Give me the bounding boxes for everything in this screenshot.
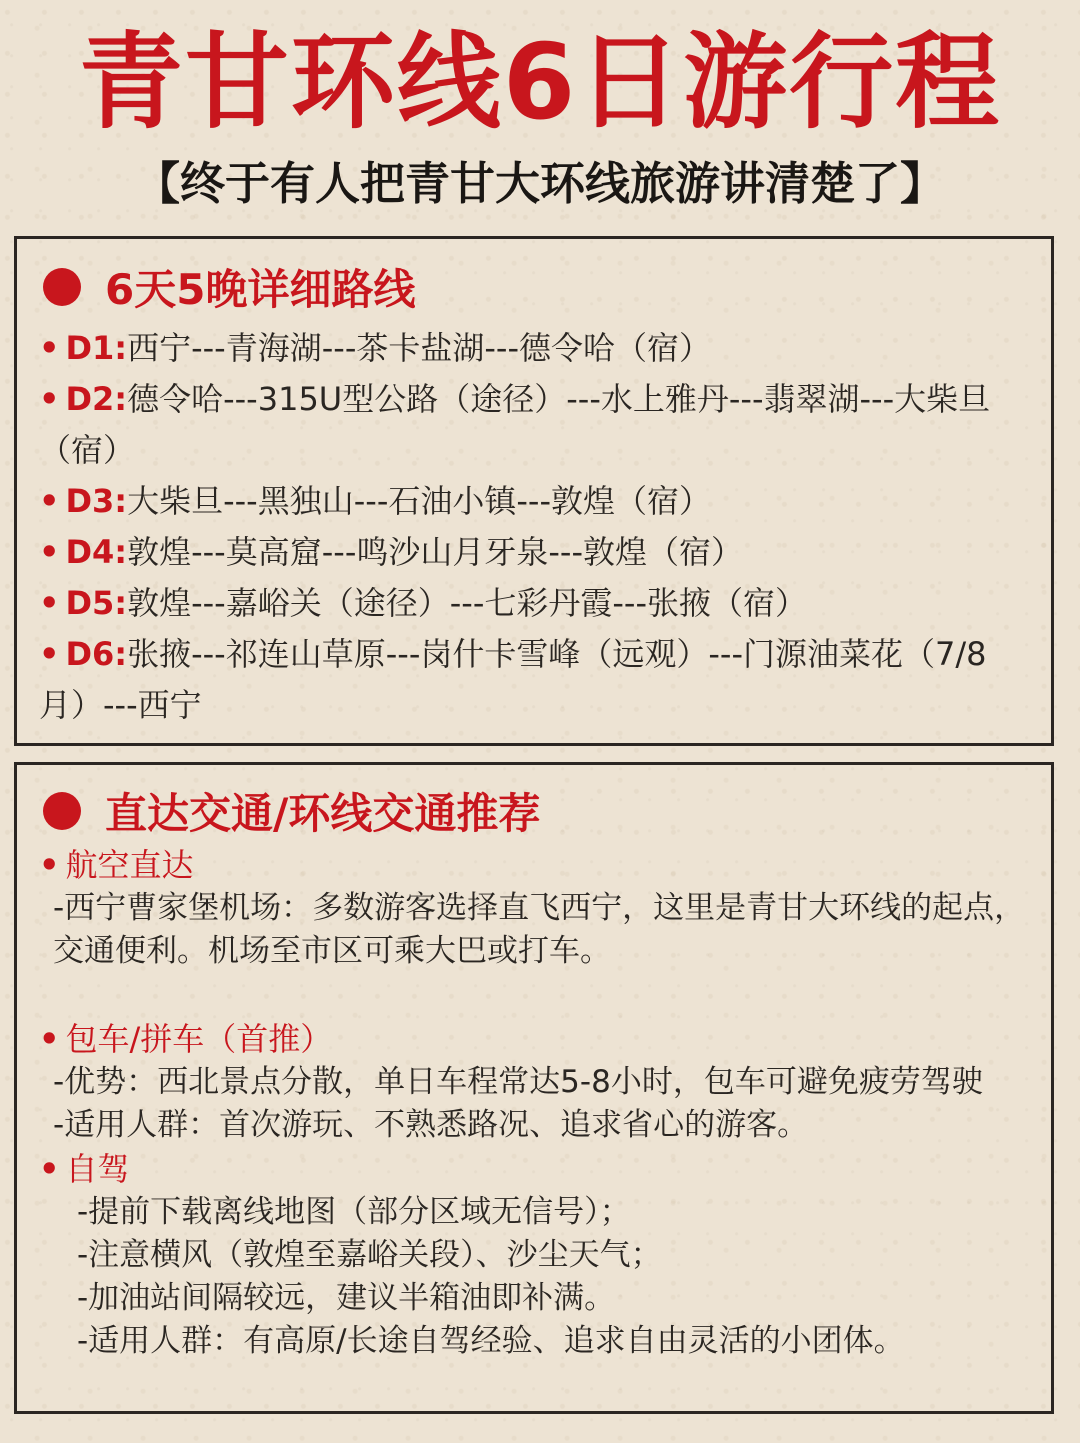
day-label: D4: [65, 533, 128, 571]
itinerary-item-d6 [39, 629, 1039, 731]
transport-heading [43, 781, 540, 841]
day-route: 西宁---青海湖---茶卡盐湖---德令哈（宿） [127, 329, 712, 367]
itinerary-list [39, 323, 1039, 731]
charter-heading [39, 1017, 1039, 1061]
day-route: 大柴旦---黑独山---石油小镇---敦煌（宿） [127, 482, 712, 520]
day-route: 敦煌---嘉峪关（途径）---七彩丹霞---张掖（宿） [127, 584, 808, 622]
red-dot-icon [43, 792, 81, 830]
transport-heading-text: 直达交通/环线交通推荐 [105, 789, 541, 838]
bullet-icon: • [39, 482, 60, 520]
itinerary-item-d1 [39, 323, 1039, 374]
bullet-icon: • [39, 1150, 60, 1188]
bullet-icon: • [39, 1020, 60, 1058]
day-label: D5: [65, 584, 128, 622]
bullet-icon: • [39, 329, 60, 367]
selfdrive-heading [39, 1147, 1039, 1191]
day-label: D6: [65, 635, 128, 673]
itinerary-item-d3 [39, 476, 1039, 527]
page-title: 青甘环线6日游行程 [78, 21, 1002, 143]
selfdrive-audience: -适用人群：有高原/长途自驾经验、追求自由灵活的小团体。 [77, 1323, 905, 1359]
itinerary-heading [43, 257, 415, 317]
flight-title: 航空直达 [65, 846, 194, 884]
day-route: 德令哈---315U型公路（途径）---水上雅丹---翡翠湖---大柴旦（宿） [39, 380, 991, 469]
flight-detail: -西宁曹家堡机场：多数游客选择直飞西宁，这里是青甘大环线的起点，交通便利。机场至市区可乘大巴或打车。 [53, 890, 1026, 969]
page-subtitle: 【终于有人把青甘大环线旅游讲清楚了】 [134, 157, 945, 210]
itinerary-panel [14, 236, 1054, 746]
transport-list [39, 843, 1039, 1363]
bullet-icon: • [39, 635, 60, 673]
day-route: 敦煌---莫高窟---鸣沙山月牙泉---敦煌（宿） [127, 533, 744, 571]
bullet-icon: • [39, 380, 60, 418]
charter-audience: -适用人群：首次游玩、不熟悉路况、追求省心的游客。 [53, 1107, 809, 1143]
selfdrive-title: 自驾 [65, 1150, 130, 1188]
flight-heading [39, 843, 1039, 887]
bullet-icon: • [39, 846, 60, 884]
selfdrive-tip-wind: -注意横风（敦煌至嘉峪关段）、沙尘天气； [77, 1237, 662, 1273]
day-label: D3: [65, 482, 128, 520]
transport-panel [14, 762, 1054, 1414]
itinerary-item-d5 [39, 578, 1039, 629]
bullet-icon: • [39, 584, 60, 622]
bullet-icon: • [39, 533, 60, 571]
red-dot-icon [43, 268, 81, 306]
day-label: D2: [65, 380, 128, 418]
day-label: D1: [65, 329, 128, 367]
itinerary-item-d2 [39, 374, 1039, 476]
itinerary-heading-text: 6天5晚详细路线 [105, 265, 416, 314]
charter-title: 包车/拼车（首推） [65, 1020, 333, 1058]
selfdrive-tip-map: -提前下载离线地图（部分区域无信号）； [77, 1194, 631, 1230]
itinerary-item-d4 [39, 527, 1039, 578]
day-route: 张掖---祁连山草原---岗什卡雪峰（远观）---门源油菜花（7/8月）---西宁 [39, 635, 987, 724]
charter-advantage: -优势：西北景点分散，单日车程常达5-8小时，包车可避免疲劳驾驶 [53, 1064, 983, 1100]
selfdrive-tip-fuel: -加油站间隔较远，建议半箱油即补满。 [77, 1280, 616, 1316]
